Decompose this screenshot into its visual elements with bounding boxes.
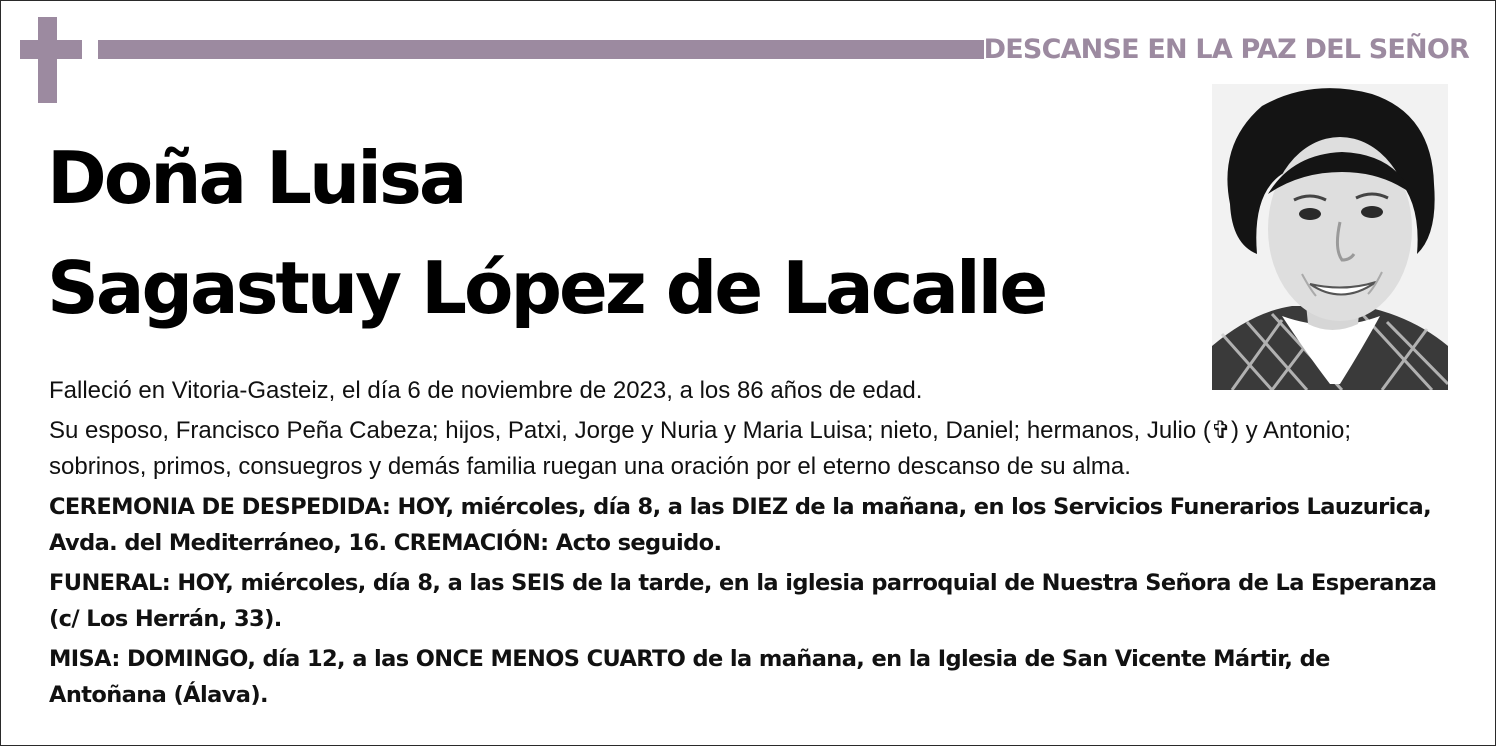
death-statement: Falleció en Vitoria-Gasteiz, el día 6 de noviembre de 2023, a los 86 años de edad. bbox=[49, 377, 923, 404]
notice-body bbox=[49, 373, 1449, 717]
funeral-statement: FUNERAL: HOY, miércoles, día 8, a las SEIS de la tarde, en la iglesia parroquial de Nuestra Señora de La Esperanza (c/ Los Herrán, 33). bbox=[49, 570, 1437, 632]
deceased-name bbox=[47, 123, 1045, 343]
portrait-photo bbox=[1212, 84, 1448, 390]
mass-statement: MISA: DOMINGO, día 12, a las ONCE MENOS CUARTO de la mañana, en la Iglesia de San Vicente Mártir, de Antoñana (Álava). bbox=[49, 646, 1330, 708]
header-divider bbox=[98, 40, 984, 59]
name-line-2: Sagastuy López de Lacalle bbox=[47, 246, 1046, 330]
name-line-1: Doña Luisa bbox=[47, 136, 465, 220]
cross-icon bbox=[20, 17, 82, 103]
ceremony-statement: CEREMONIA DE DESPEDIDA: HOY, miércoles, día 8, a las DIEZ de la mañana, en los Servicios Funerarios Lauzurica, Avda. del Mediterráneo, 16. CREMACIÓN: Acto seguido. bbox=[49, 494, 1432, 556]
header-motto: DESCANSE EN LA PAZ DEL SEÑOR bbox=[983, 34, 1469, 65]
family-statement: Su esposo, Francisco Peña Cabeza; hijos, Patxi, Jorge y Nuria y Maria Luisa; nieto, Daniel; hermanos, Julio (✞) y Antonio; sobrinos, primos, consuegros y demás familia ruegan una oración por el eterno descanso de su alma. bbox=[49, 417, 1352, 480]
